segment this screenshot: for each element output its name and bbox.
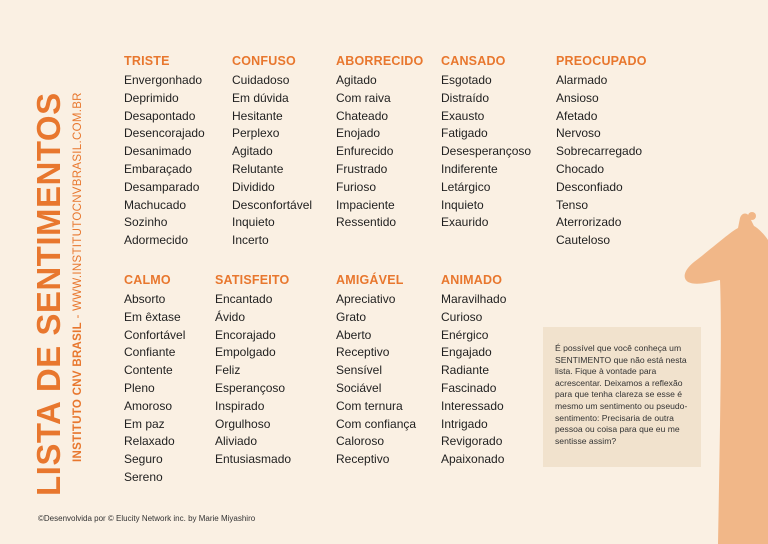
feeling-item: Receptivo — [336, 345, 390, 360]
feeling-item: Cuidadoso — [232, 73, 290, 87]
feeling-item: Esgotado — [441, 73, 492, 87]
feeling-item: Impaciente — [336, 197, 395, 212]
feeling-item: Envergonhado — [124, 73, 203, 87]
feeling-item: Enérgico — [441, 327, 489, 342]
feeling-item: Letárgico — [441, 179, 491, 194]
feeling-item: Inquieto — [441, 197, 484, 212]
column-heading: CANSADO — [441, 54, 506, 68]
giraffe-horn — [748, 212, 756, 220]
feeling-item: Fatigado — [441, 126, 488, 141]
feeling-item: Radiante — [441, 363, 490, 378]
column-heading: PREOCUPADO — [556, 54, 647, 68]
feeling-item: Tenso — [556, 197, 589, 212]
column-animado — [441, 273, 506, 469]
column-cansado — [441, 54, 531, 232]
feeling-item: Engajado — [441, 345, 492, 360]
feeling-item: Inspirado — [215, 398, 265, 413]
feeling-item: Contente — [124, 363, 173, 378]
feeling-item: Enfurecido — [336, 144, 394, 159]
feeling-item: Alarmado — [556, 73, 608, 87]
feeling-item: Encorajado — [215, 327, 276, 342]
feeling-item: Caloroso — [336, 434, 385, 449]
feeling-item: Nervoso — [556, 126, 601, 141]
feeling-item: Desconfortável — [232, 197, 313, 212]
feeling-item: Em paz — [124, 416, 165, 431]
column-confuso — [232, 54, 312, 250]
feeling-item: Absorto — [124, 292, 166, 306]
feeling-item: Sobrecarregado — [556, 144, 643, 159]
feeling-item: Afetado — [556, 108, 598, 123]
subtitle-organization: INSTITUTO CNV BRASIL — [72, 322, 84, 462]
feeling-item: Desamparado — [124, 179, 200, 194]
column-satisfeito — [215, 273, 291, 469]
feeling-item: Esperançoso — [215, 380, 286, 395]
column-aborrecido — [336, 54, 423, 232]
column-heading: CALMO — [124, 273, 171, 287]
column-amigavel — [336, 273, 416, 469]
feeling-item: Seguro — [124, 452, 163, 467]
feeling-item: Interessado — [441, 398, 504, 413]
feeling-item: Adormecido — [124, 233, 189, 248]
feeling-item: Sereno — [124, 469, 163, 484]
feeling-item: Desencorajado — [124, 126, 205, 141]
feeling-item: Em êxtase — [124, 309, 181, 324]
feeling-item: Deprimido — [124, 90, 179, 105]
feeling-item: Inquieto — [232, 215, 275, 230]
feeling-item: Receptivo — [336, 452, 390, 467]
feeling-item: Indiferente — [441, 161, 498, 176]
giraffe-silhouette — [685, 214, 768, 544]
feeling-item: Fascinado — [441, 380, 497, 395]
feeling-item: Ávido — [215, 309, 246, 324]
feeling-item: Ansioso — [556, 90, 599, 105]
feeling-item: Confortável — [124, 327, 186, 342]
giraffe-illustration-icon — [680, 210, 768, 544]
feeling-item: Machucado — [124, 197, 187, 212]
feeling-item: Distraído — [441, 90, 490, 105]
reflection-note-box — [543, 327, 701, 467]
feeling-item: Incerto — [232, 233, 269, 248]
note-text-after: que não está nesta lista. Fique à vontade para acrescentar. Deixamos a reflexão para que tenha clareza se esse é mesmo um sentimento ou pseudo-sentimento: Precisaria de outra pessoa ou coisa para que eu me sentisse assim? — [555, 354, 688, 446]
feeling-item: Apreciativo — [336, 292, 396, 306]
feeling-item: Pleno — [124, 380, 155, 395]
footer-credit: ©Desenvolvida por © Elucity Network inc. by Marie Miyashiro — [38, 514, 256, 523]
column-heading: AMIGÁVEL — [336, 273, 404, 287]
feeling-item: Em dúvida — [232, 90, 289, 105]
feeling-item: Entusiasmado — [215, 452, 292, 467]
feeling-item: Intrigado — [441, 416, 488, 431]
feeling-item: Desapontado — [124, 108, 196, 123]
feeling-item: Relutante — [232, 161, 284, 176]
feeling-item: Maravilhado — [441, 292, 507, 306]
feeling-item: Hesitante — [232, 108, 283, 123]
feeling-item: Sensível — [336, 363, 383, 378]
page-subtitle — [72, 92, 84, 462]
feeling-item: Aberto — [336, 327, 372, 342]
feeling-item: Ressentido — [336, 215, 397, 230]
column-heading: SATISFEITO — [215, 273, 290, 287]
feeling-item: Enojado — [336, 126, 381, 141]
column-heading: TRISTE — [124, 54, 170, 68]
feeling-item: Aterrorizado — [556, 215, 622, 230]
feeling-item: Confiante — [124, 345, 176, 360]
feeling-item: Agitado — [232, 144, 273, 159]
feeling-item: Chateado — [336, 108, 389, 123]
feeling-item: Perplexo — [232, 126, 280, 141]
feeling-item: Empolgado — [215, 345, 276, 360]
feeling-item: Dividido — [232, 179, 275, 194]
feeling-item: Chocado — [556, 161, 605, 176]
feeling-item: Apaixonado — [441, 452, 505, 467]
column-preocupado — [556, 54, 647, 250]
note-text-emphasis: SENTIMENTO — [555, 354, 612, 365]
page-title: LISTA DE SENTIMENTOS — [30, 92, 67, 496]
subtitle-website: - WWW.INSTITUTOCNVBRASIL.COM.BR — [72, 92, 84, 323]
column-heading: CONFUSO — [232, 54, 296, 68]
feeling-item: Revigorado — [441, 434, 503, 449]
feeling-item: Amoroso — [124, 398, 173, 413]
feeling-item: Exaurido — [441, 215, 489, 230]
feeling-item: Com ternura — [336, 398, 403, 413]
feeling-item: Relaxado — [124, 434, 175, 449]
feeling-item: Grato — [336, 309, 367, 324]
feeling-item: Embaraçado — [124, 161, 193, 176]
column-heading: ABORRECIDO — [336, 54, 424, 68]
feeling-item: Desconfiado — [556, 179, 623, 194]
column-calmo — [124, 273, 185, 487]
feeling-item: Desesperançoso — [441, 144, 532, 159]
feeling-item: Orgulhoso — [215, 416, 271, 431]
feeling-item: Cauteloso — [556, 233, 611, 248]
reflection-note-text — [555, 343, 691, 447]
feeling-item: Sozinho — [124, 215, 168, 230]
feeling-item: Agitado — [336, 73, 377, 87]
feeling-item: Aliviado — [215, 434, 258, 449]
column-heading: ANIMADO — [441, 273, 503, 287]
note-text-before: É possível que você conheça um — [555, 343, 682, 353]
feeling-item: Sociável — [336, 380, 382, 395]
feeling-item: Desanimado — [124, 144, 192, 159]
feeling-item: Feliz — [215, 363, 241, 378]
feeling-item: Curioso — [441, 309, 483, 324]
column-triste — [124, 54, 205, 250]
feeling-item: Com raiva — [336, 90, 391, 105]
feeling-item: Com confiança — [336, 416, 417, 431]
feeling-item: Exausto — [441, 108, 485, 123]
feeling-item: Encantado — [215, 292, 273, 306]
feeling-item: Furioso — [336, 179, 377, 194]
feeling-item: Frustrado — [336, 161, 388, 176]
